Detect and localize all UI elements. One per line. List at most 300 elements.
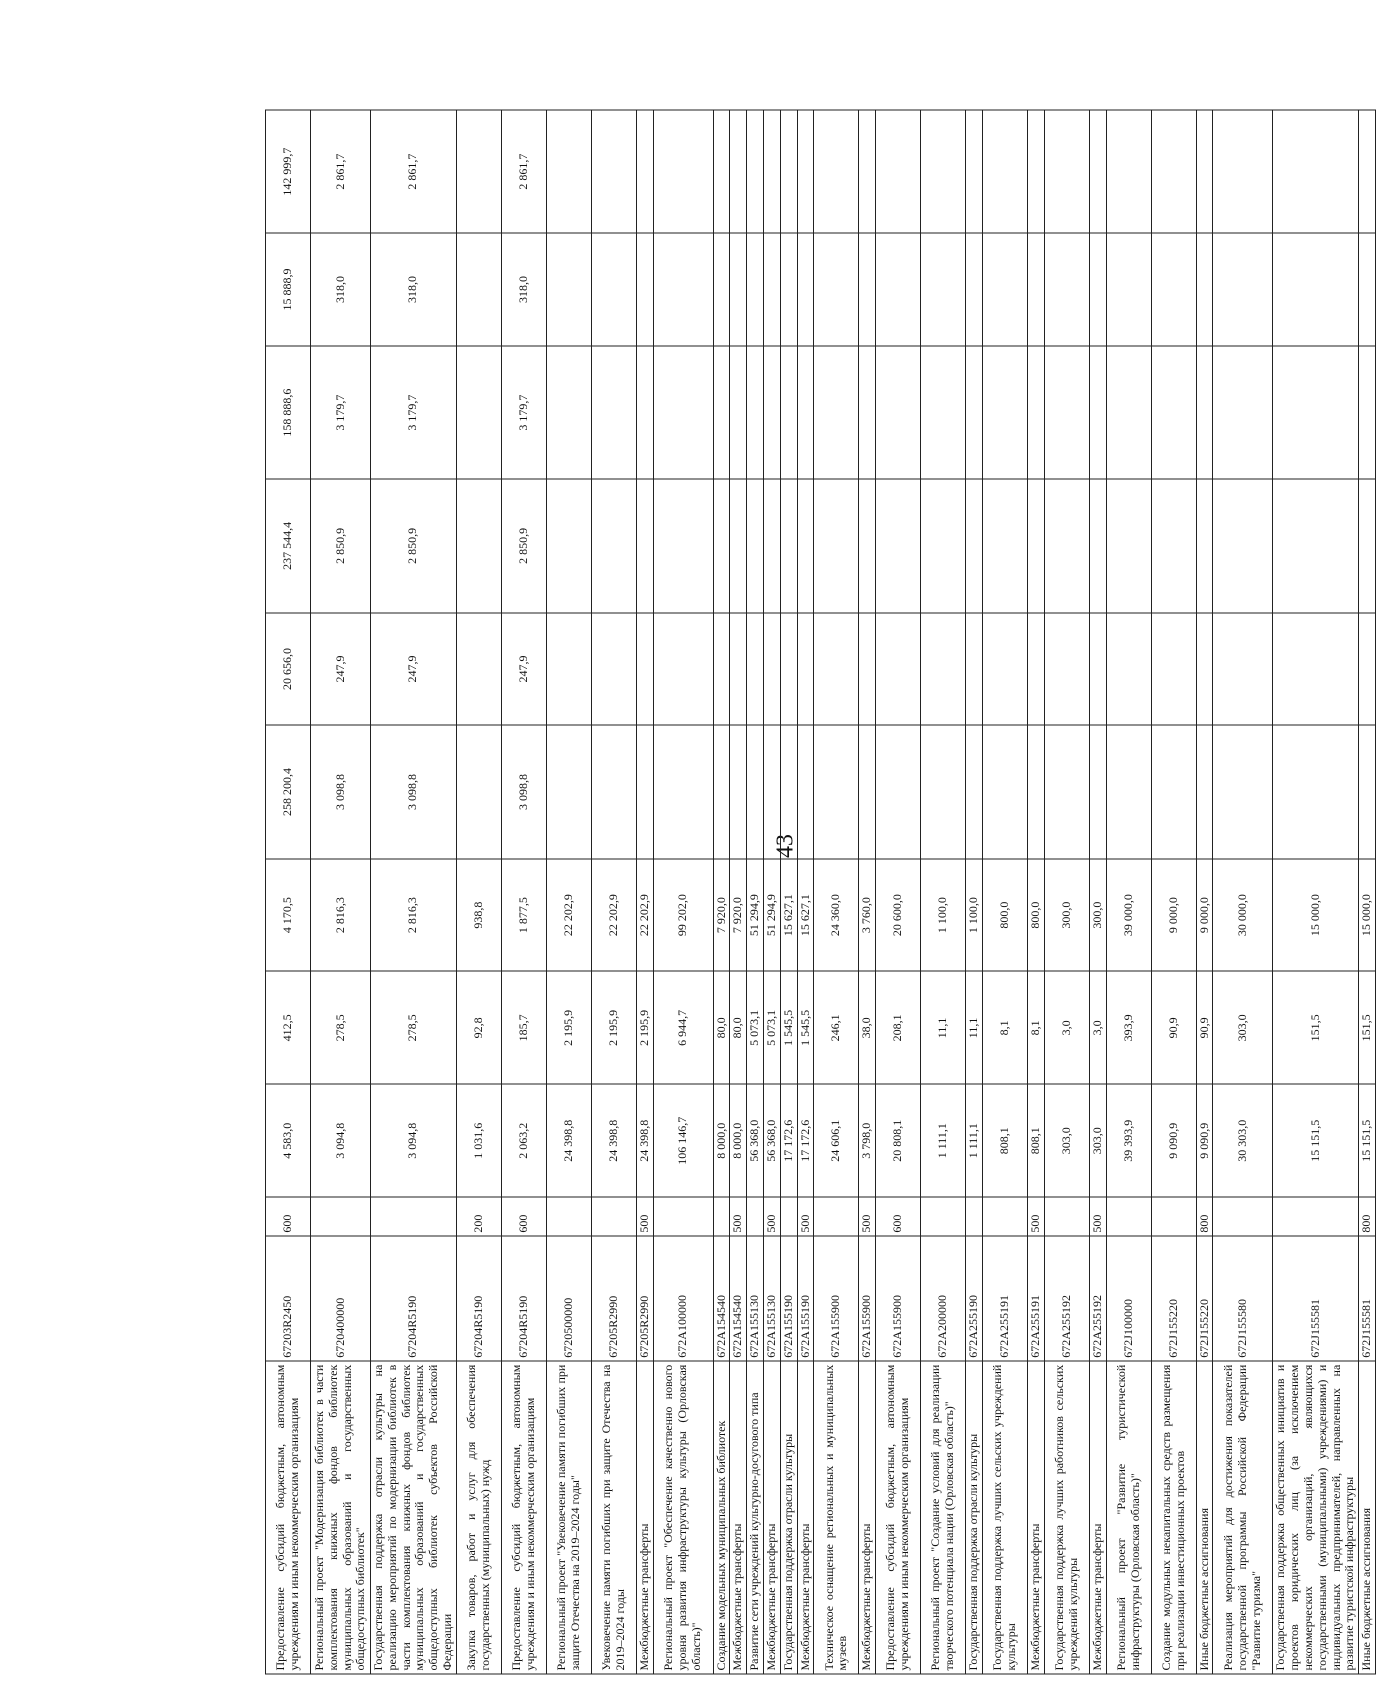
row-value [1044, 479, 1089, 612]
row-value [1151, 613, 1196, 726]
row-value [1196, 479, 1213, 612]
row-value [591, 725, 636, 858]
row-name: Иные бюджетные ассигнования [1196, 1361, 1213, 1674]
row-value [591, 110, 636, 233]
table-row [1151, 110, 1196, 1674]
row-value [713, 613, 730, 726]
row-value [921, 110, 966, 233]
row-value: 2 195,9 [591, 972, 636, 1085]
row-value: 20 600,0 [876, 859, 921, 972]
table-row [653, 110, 713, 1674]
row-expense-type [713, 1197, 730, 1236]
row-name: Развитие сети учреждений культурно-досугового типа [747, 1361, 764, 1674]
row-value [797, 346, 814, 479]
row-value [814, 110, 859, 233]
row-value [1213, 613, 1273, 726]
row-value: 1 111,1 [921, 1084, 966, 1197]
row-value [921, 346, 966, 479]
row-code: 672J155581 [1273, 1236, 1359, 1361]
row-value: 185,7 [501, 972, 546, 1085]
row-value: 151,5 [1273, 972, 1359, 1085]
row-value [1027, 110, 1044, 233]
row-value [713, 233, 730, 346]
row-value [546, 233, 591, 346]
row-value: 2 816,3 [311, 859, 371, 972]
row-name: Межбюджетные трансферты [1089, 1361, 1106, 1674]
table-row [797, 110, 814, 1674]
row-value: 20 808,1 [876, 1084, 921, 1197]
row-code: 6720500000 [546, 1236, 591, 1361]
row-value [1027, 613, 1044, 726]
row-value [966, 725, 983, 858]
budget-table-rotated [265, 110, 1374, 1675]
row-value [1089, 110, 1106, 233]
row-value [591, 479, 636, 612]
row-expense-type: 500 [1089, 1197, 1106, 1236]
table-row [713, 110, 730, 1674]
row-value: 6 944,7 [653, 972, 713, 1085]
row-value: 303,0 [1044, 1084, 1089, 1197]
row-value [546, 346, 591, 479]
row-value: 278,5 [311, 972, 371, 1085]
row-value [653, 725, 713, 858]
table-row [921, 110, 966, 1674]
row-value [966, 110, 983, 233]
row-value: 2 861,7 [501, 110, 546, 233]
row-value: 11,1 [966, 972, 983, 1085]
row-code: 67204R5190 [371, 1236, 457, 1361]
row-value [1273, 110, 1359, 233]
table-row [1027, 110, 1044, 1674]
row-value: 30 303,0 [1213, 1084, 1273, 1197]
row-value: 278,5 [371, 972, 457, 1085]
row-value [546, 725, 591, 858]
row-code: 672J155220 [1151, 1236, 1196, 1361]
row-value [1196, 233, 1213, 346]
row-value [1151, 725, 1196, 858]
row-name: Увековечение памяти погибших при защите Отечества на 2019–2024 годы [591, 1361, 636, 1674]
row-code: 67205R2990 [591, 1236, 636, 1361]
row-value [780, 725, 797, 858]
table-row [1196, 110, 1213, 1674]
row-value: 15 627,1 [797, 859, 814, 972]
row-value [747, 346, 764, 479]
row-value: 24 398,8 [546, 1084, 591, 1197]
row-value: 5 073,1 [763, 972, 780, 1085]
row-code: 672A255190 [966, 1236, 983, 1361]
row-code: 672J100000 [1106, 1236, 1151, 1361]
row-value: 15 627,1 [780, 859, 797, 972]
row-value [636, 110, 653, 233]
row-expense-type [982, 1197, 1027, 1236]
row-value: 2 850,9 [311, 479, 371, 612]
row-value [1151, 346, 1196, 479]
row-value [859, 613, 876, 726]
row-expense-type: 500 [1027, 1197, 1044, 1236]
row-value [546, 479, 591, 612]
row-code: 672A100000 [653, 1236, 713, 1361]
row-value [1359, 346, 1376, 479]
row-name: Создание модульных некапитальных средств размещения при реализации инвестиционных проектов [1151, 1361, 1196, 1674]
table-row [1213, 110, 1273, 1674]
row-value: 208,1 [876, 972, 921, 1085]
row-value [876, 110, 921, 233]
row-value [814, 346, 859, 479]
row-value: 90,9 [1151, 972, 1196, 1085]
table-row [311, 110, 371, 1674]
row-value: 9 000,0 [1151, 859, 1196, 972]
row-value: 247,9 [311, 613, 371, 726]
row-value [1089, 233, 1106, 346]
row-value [876, 613, 921, 726]
row-value: 3 798,0 [859, 1084, 876, 1197]
row-name: Государственная поддержка отрасли культуры на реализацию мероприятий по модернизации библиотек в части комплектования книжных фондов библиотек муниципальных образований и государственных общедоступных библиотек субъектов Российской Федерации [371, 1361, 457, 1674]
row-value [591, 233, 636, 346]
row-code: 67204R5190 [501, 1236, 546, 1361]
row-code: 672A155130 [747, 1236, 764, 1361]
row-value [763, 110, 780, 233]
row-name: Государственная поддержка отрасли культуры [780, 1361, 797, 1674]
row-value: 17 172,6 [780, 1084, 797, 1197]
row-value [1213, 725, 1273, 858]
row-value [814, 479, 859, 612]
row-value [876, 233, 921, 346]
row-value [1151, 479, 1196, 612]
row-value [1273, 613, 1359, 726]
row-value: 938,8 [456, 859, 501, 972]
row-value [982, 725, 1027, 858]
row-value [1044, 346, 1089, 479]
row-value [546, 110, 591, 233]
row-value [636, 479, 653, 612]
row-value: 17 172,6 [797, 1084, 814, 1197]
row-value: 2 850,9 [371, 479, 457, 612]
row-value: 30 000,0 [1213, 859, 1273, 972]
row-value [636, 725, 653, 858]
row-value: 15 000,0 [1273, 859, 1359, 972]
row-value [1044, 233, 1089, 346]
table-row [1089, 110, 1106, 1674]
row-expense-type: 500 [730, 1197, 747, 1236]
row-value [653, 233, 713, 346]
row-value [966, 233, 983, 346]
row-value: 38,0 [859, 972, 876, 1085]
row-value: 15 000,0 [1359, 859, 1376, 972]
table-row [982, 110, 1027, 1674]
row-code: 6720400000 [311, 1236, 371, 1361]
row-value [763, 725, 780, 858]
row-value [780, 346, 797, 479]
row-value [763, 479, 780, 612]
row-value: 9 090,9 [1196, 1084, 1213, 1197]
row-value [780, 613, 797, 726]
row-code: 672A155190 [797, 1236, 814, 1361]
row-value [876, 725, 921, 858]
row-name: Региональный проект "Развитие туристической инфраструктуры (Орловская область)" [1106, 1361, 1151, 1674]
row-value [1273, 725, 1359, 858]
row-value [859, 233, 876, 346]
row-value: 247,9 [501, 613, 546, 726]
table-row [636, 110, 653, 1674]
row-value [780, 479, 797, 612]
row-value: 15 151,5 [1359, 1084, 1376, 1197]
row-value: 318,0 [371, 233, 457, 346]
row-value: 3 179,7 [501, 346, 546, 479]
row-value: 2 861,7 [311, 110, 371, 233]
table-row [876, 110, 921, 1674]
table-row [266, 110, 311, 1674]
row-value: 393,9 [1106, 972, 1151, 1085]
row-name: Межбюджетные трансферты [636, 1361, 653, 1674]
row-code: 672J155581 [1359, 1236, 1376, 1361]
row-value: 56 368,0 [747, 1084, 764, 1197]
row-value: 1 545,5 [797, 972, 814, 1085]
row-value: 3,0 [1089, 972, 1106, 1085]
row-name: Предоставление субсидий бюджетным, автономным учреждениям и иным некоммерческим организациям [501, 1361, 546, 1674]
row-value: 800,0 [982, 859, 1027, 972]
row-value: 22 202,9 [546, 859, 591, 972]
row-expense-type [1213, 1197, 1273, 1236]
row-value [1106, 346, 1151, 479]
row-value [1027, 233, 1044, 346]
row-value [797, 613, 814, 726]
row-value [814, 233, 859, 346]
row-value [876, 346, 921, 479]
row-name: Предоставление субсидий бюджетным, автономным учреждениям и иным некоммерческим организациям [266, 1361, 311, 1674]
row-code: 67203R2450 [266, 1236, 311, 1361]
row-value [730, 613, 747, 726]
row-value [982, 233, 1027, 346]
row-code: 672J155220 [1196, 1236, 1213, 1361]
row-value: 300,0 [1044, 859, 1089, 972]
row-value [653, 346, 713, 479]
row-code: 672A255191 [982, 1236, 1027, 1361]
row-code: 672A154540 [730, 1236, 747, 1361]
row-name: Межбюджетные трансферты [859, 1361, 876, 1674]
row-expense-type: 800 [1359, 1197, 1376, 1236]
row-value [763, 346, 780, 479]
row-value [1106, 613, 1151, 726]
row-expense-type [1106, 1197, 1151, 1236]
row-expense-type [546, 1197, 591, 1236]
row-code: 672A200000 [921, 1236, 966, 1361]
row-value [1196, 110, 1213, 233]
row-value [747, 110, 764, 233]
row-value [730, 725, 747, 858]
row-value: 90,9 [1196, 972, 1213, 1085]
row-value [1359, 613, 1376, 726]
row-value [1089, 725, 1106, 858]
row-expense-type: 500 [636, 1197, 653, 1236]
row-expense-type [747, 1197, 764, 1236]
row-name: Государственная поддержка отрасли культуры [966, 1361, 983, 1674]
row-value: 99 202,0 [653, 859, 713, 972]
table-body [266, 110, 1376, 1674]
row-name: Межбюджетные трансферты [730, 1361, 747, 1674]
row-value [1151, 233, 1196, 346]
row-value: 3 179,7 [371, 346, 457, 479]
row-value [1273, 233, 1359, 346]
row-value: 246,1 [814, 972, 859, 1085]
row-expense-type: 500 [859, 1197, 876, 1236]
row-value: 808,1 [982, 1084, 1027, 1197]
row-code: 672A255192 [1089, 1236, 1106, 1361]
row-code: 67205R2990 [636, 1236, 653, 1361]
row-value [546, 613, 591, 726]
row-value [780, 110, 797, 233]
row-code: 672J155580 [1213, 1236, 1273, 1361]
row-value [1106, 725, 1151, 858]
row-value: 2 861,7 [371, 110, 457, 233]
row-value: 237 544,4 [266, 479, 311, 612]
row-value [636, 346, 653, 479]
table-row [730, 110, 747, 1674]
row-value: 51 294,9 [763, 859, 780, 972]
row-value [876, 479, 921, 612]
table-row [763, 110, 780, 1674]
row-expense-type: 500 [797, 1197, 814, 1236]
row-value [747, 613, 764, 726]
row-value [1027, 725, 1044, 858]
row-value [966, 479, 983, 612]
row-value: 22 202,9 [636, 859, 653, 972]
row-value [713, 725, 730, 858]
row-value [591, 346, 636, 479]
row-expense-type: 600 [266, 1197, 311, 1236]
row-value: 2 063,2 [501, 1084, 546, 1197]
row-name: Государственная поддержка лучших сельских учреждений культуры [982, 1361, 1027, 1674]
row-value [456, 233, 501, 346]
row-value [456, 613, 501, 726]
row-value: 2 850,9 [501, 479, 546, 612]
row-value [730, 233, 747, 346]
row-value [730, 479, 747, 612]
row-value [797, 725, 814, 858]
row-value [921, 233, 966, 346]
row-value: 1 031,6 [456, 1084, 501, 1197]
row-expense-type [814, 1197, 859, 1236]
row-value [1213, 110, 1273, 233]
row-expense-type: 500 [763, 1197, 780, 1236]
table-row [1044, 110, 1089, 1674]
row-code: 672A155190 [780, 1236, 797, 1361]
row-value [921, 613, 966, 726]
row-value: 800,0 [1027, 859, 1044, 972]
row-value [982, 613, 1027, 726]
row-value: 24 398,8 [591, 1084, 636, 1197]
row-value: 4 583,0 [266, 1084, 311, 1197]
row-value: 2 195,9 [546, 972, 591, 1085]
row-value: 3 179,7 [311, 346, 371, 479]
row-value [921, 725, 966, 858]
row-value [1089, 613, 1106, 726]
row-expense-type [653, 1197, 713, 1236]
row-value: 318,0 [311, 233, 371, 346]
row-value: 1 100,0 [921, 859, 966, 972]
row-value: 808,1 [1027, 1084, 1044, 1197]
row-value: 247,9 [371, 613, 457, 726]
row-value: 8 000,0 [730, 1084, 747, 1197]
row-value [1196, 346, 1213, 479]
row-value [1089, 346, 1106, 479]
row-value: 15 888,9 [266, 233, 311, 346]
row-value [966, 613, 983, 726]
row-value [1213, 346, 1273, 479]
row-code: 672A155900 [814, 1236, 859, 1361]
table-row [501, 110, 546, 1674]
row-code: 672A155900 [876, 1236, 921, 1361]
row-value: 258 200,4 [266, 725, 311, 858]
row-value: 80,0 [713, 972, 730, 1085]
row-expense-type [1151, 1197, 1196, 1236]
row-value [1273, 346, 1359, 479]
row-value: 8,1 [1027, 972, 1044, 1085]
table-row [1106, 110, 1151, 1674]
row-value: 151,5 [1359, 972, 1376, 1085]
row-value [636, 233, 653, 346]
row-value [1213, 479, 1273, 612]
row-value [653, 613, 713, 726]
row-expense-type [966, 1197, 983, 1236]
row-value: 92,8 [456, 972, 501, 1085]
row-expense-type: 200 [456, 1197, 501, 1236]
table-row [814, 110, 859, 1674]
row-value: 1 100,0 [966, 859, 983, 972]
row-value: 3 094,8 [371, 1084, 457, 1197]
row-value [1106, 479, 1151, 612]
row-value: 11,1 [921, 972, 966, 1085]
row-value [653, 479, 713, 612]
row-name: Региональный проект "Модернизация библиотек в части комплектования книжных фондов библиотек муниципальных образований и государственных общедоступных библиотек" [311, 1361, 371, 1674]
row-value: 80,0 [730, 972, 747, 1085]
row-expense-type: 600 [876, 1197, 921, 1236]
row-value [1027, 346, 1044, 479]
row-value [456, 110, 501, 233]
row-value [1359, 233, 1376, 346]
row-value [780, 233, 797, 346]
row-value [859, 725, 876, 858]
row-name: Межбюджетные трансферты [797, 1361, 814, 1674]
row-value: 1 877,5 [501, 859, 546, 972]
row-value: 3,0 [1044, 972, 1089, 1085]
row-value [747, 725, 764, 858]
row-value [1044, 110, 1089, 233]
row-value [966, 346, 983, 479]
row-value: 3 098,8 [371, 725, 457, 858]
row-name: Закупка товаров, работ и услуг для обеспечения государственных (муниципальных) нужд [456, 1361, 501, 1674]
row-value [982, 346, 1027, 479]
row-value [456, 479, 501, 612]
row-value: 22 202,9 [591, 859, 636, 972]
row-code: 672A255192 [1044, 1236, 1089, 1361]
row-code: 672A154540 [713, 1236, 730, 1361]
row-name: Региональный проект "Создание условий для реализации творческого потенциала нации (Орловская область)" [921, 1361, 966, 1674]
row-value [1106, 233, 1151, 346]
row-value: 24 606,1 [814, 1084, 859, 1197]
table-row [747, 110, 764, 1674]
row-code: 672A155900 [859, 1236, 876, 1361]
row-name: Создание модельных муниципальных библиотек [713, 1361, 730, 1674]
row-value [1196, 725, 1213, 858]
row-value: 3 098,8 [311, 725, 371, 858]
row-value [1044, 725, 1089, 858]
row-expense-type [311, 1197, 371, 1236]
row-value: 5 073,1 [747, 972, 764, 1085]
row-value [814, 725, 859, 858]
row-expense-type [921, 1197, 966, 1236]
row-value: 142 999,7 [266, 110, 311, 233]
table-row [371, 110, 457, 1674]
